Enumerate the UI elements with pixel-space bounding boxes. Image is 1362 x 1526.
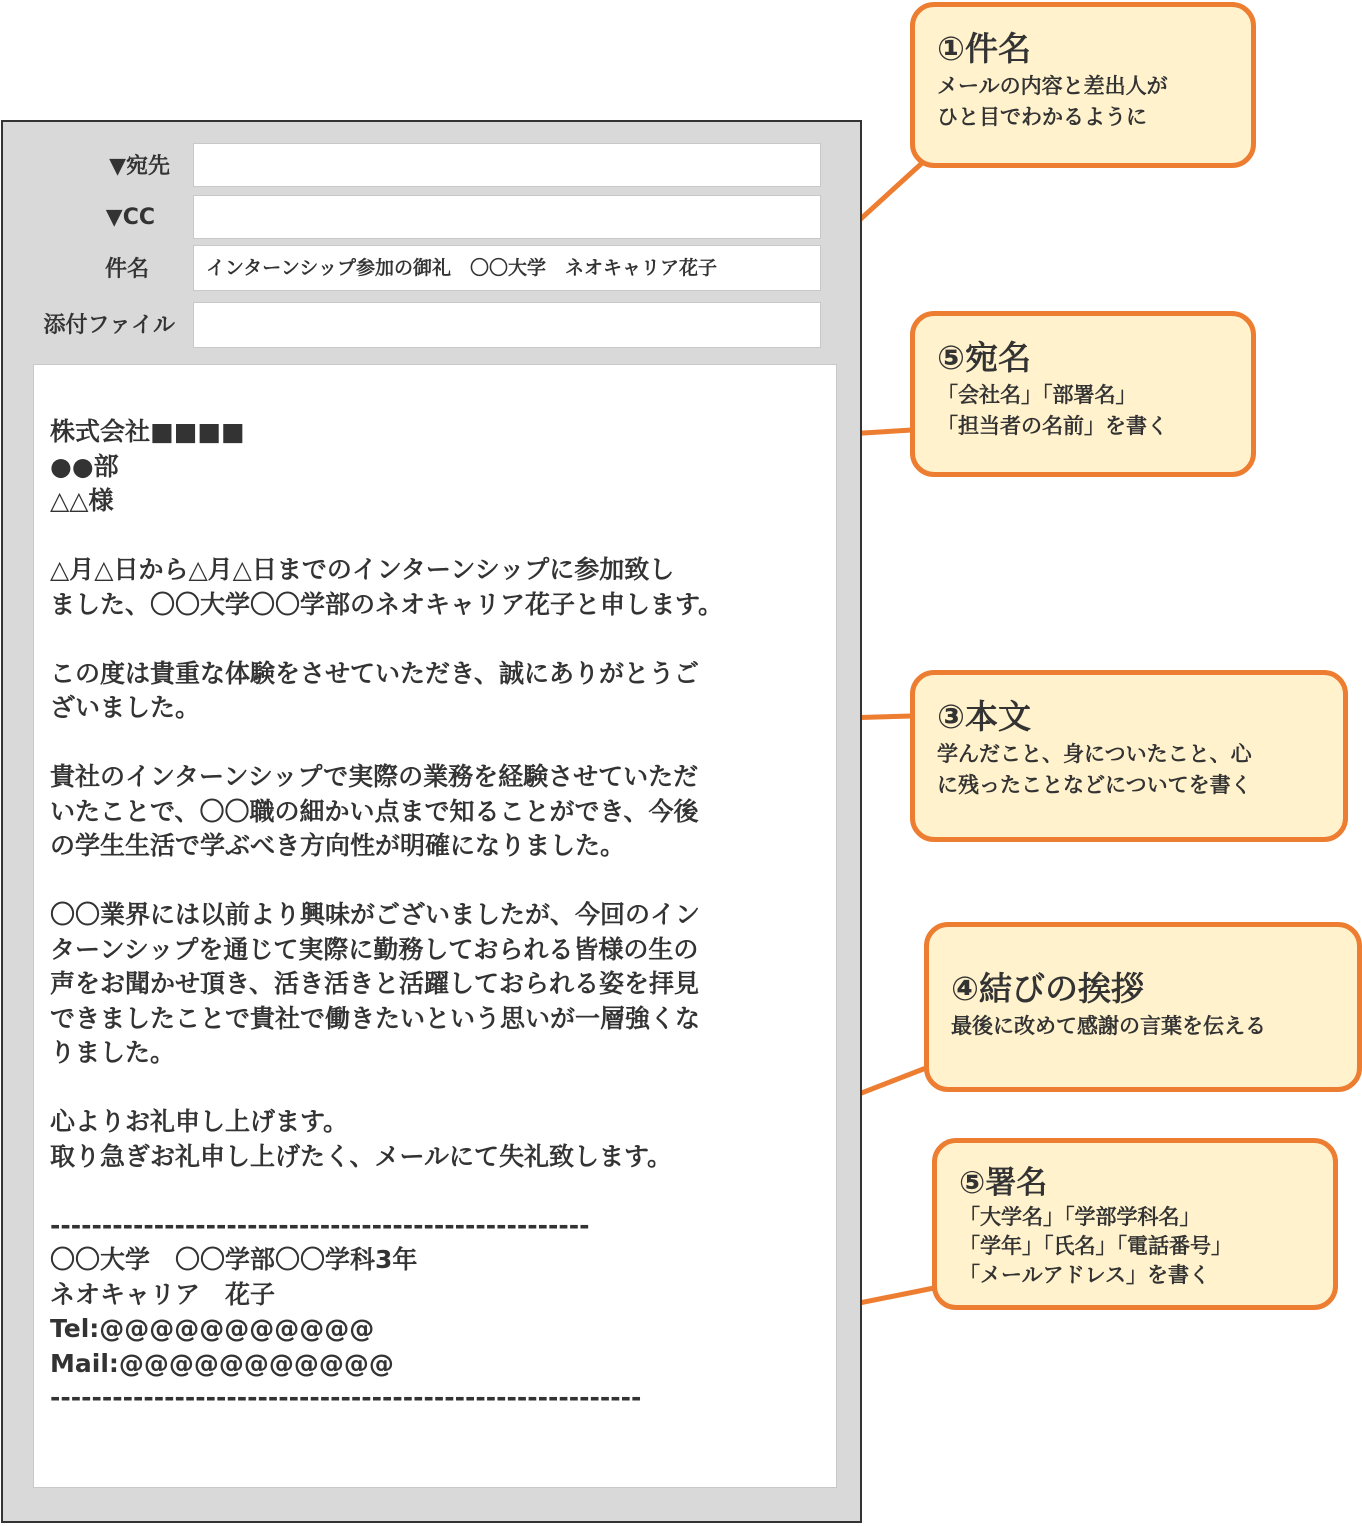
callout-desc: 学んだこと、身についたこと、心 に残ったことなどについてを書く [937,742,1252,797]
body-line: Mail:@@@@@@@@@@@ [50,1348,394,1378]
blank-line [50,519,830,554]
body-line: 〇〇大学 〇〇学部〇〇学科3年 [50,1245,418,1274]
mail-body[interactable] [33,364,837,1488]
callout-title: ①件名 [937,29,1031,68]
body-line: りました。 [50,1038,176,1067]
body-line: Tel:@@@@@@@@@@@ [50,1314,375,1343]
callout-closing [924,922,1362,1092]
to-label: ▼宛先 [109,154,170,179]
blank-line [50,726,830,761]
blank-line [50,1174,830,1209]
callout-title: ④結びの挨拶 [951,969,1144,1008]
body-line: ●●部 [50,451,119,481]
subject-field[interactable]: インターンシップ参加の御礼 〇〇大学 ネオキャリア花子 [193,245,821,291]
callout-desc: メールの内容と差出人が ひと目でわかるように [937,74,1168,129]
blank-line [50,1071,830,1106]
body-line: できましたことで貴社で働きたいという思いが一層強くな [50,1003,701,1033]
mail-body-text [50,415,830,1416]
to-field[interactable] [193,143,821,187]
attachment-label: 添付ファイル [43,313,175,338]
body-line: ネオキャリア 花子 [50,1279,276,1309]
body-line: △月△日から△月△日までのインターンシップに参加致し [50,555,675,584]
subject-label: 件名 [104,257,149,282]
body-line: 心よりお礼申し上げます。 [50,1107,349,1136]
callout-body [910,670,1348,842]
callout-subject [910,2,1256,168]
callout-desc: 最後に改めて感謝の言葉を伝える [951,1014,1266,1038]
body-line: いたことで、〇〇職の細かい点まで知ることができ、今後 [50,796,699,826]
body-line: △△様 [50,486,114,515]
body-line: 株式会社■■■■ [50,417,245,446]
cc-field[interactable] [193,195,821,239]
callout-desc: 「大学名」「学部学科名」 「学年」「氏名」「電話番号」 「メールアドレス」を書く [959,1205,1232,1287]
callout-recipient [910,311,1256,477]
callout-signature [932,1138,1338,1310]
body-line: 声をお聞かせ頂き、活き活きと活躍しておられる姿を拝見 [50,969,700,998]
body-line: ました、〇〇大学〇〇学部のネオキャリア花子と申します。 [50,589,724,619]
callout-desc: 「会社名」「部署名」 「担当者の名前」を書く [937,383,1168,438]
body-line: 〇〇業界には以前より興味がございましたが、今回のイン [50,900,701,929]
body-line: 貴社のインターンシップで実際の業務を経験させていただ [50,762,699,791]
blank-line [50,864,830,899]
blank-line [50,622,830,657]
callout-title: ⑤宛名 [937,338,1031,377]
callout-title: ③本文 [937,697,1031,736]
body-line: --------------------------------------------------------- [50,1383,642,1412]
body-line: ---------------------------------------------------- [50,1210,590,1240]
attachment-field[interactable] [193,302,821,348]
body-line: ターンシップを通じて実際に勤務しておられる皆様の生の [50,934,699,964]
body-line: 取り急ぎお礼申し上げたく、メールにて失礼致します。 [50,1141,673,1171]
body-line: ざいました。 [50,693,201,722]
body-line: この度は貴重な体験をさせていただき、誠にありがとうご [50,658,700,688]
body-line: の学生生活で学ぶべき方向性が明確になりました。 [50,831,626,860]
callout-title: ⑤署名 [959,1165,1048,1201]
cc-label: ▼CC [105,205,155,230]
